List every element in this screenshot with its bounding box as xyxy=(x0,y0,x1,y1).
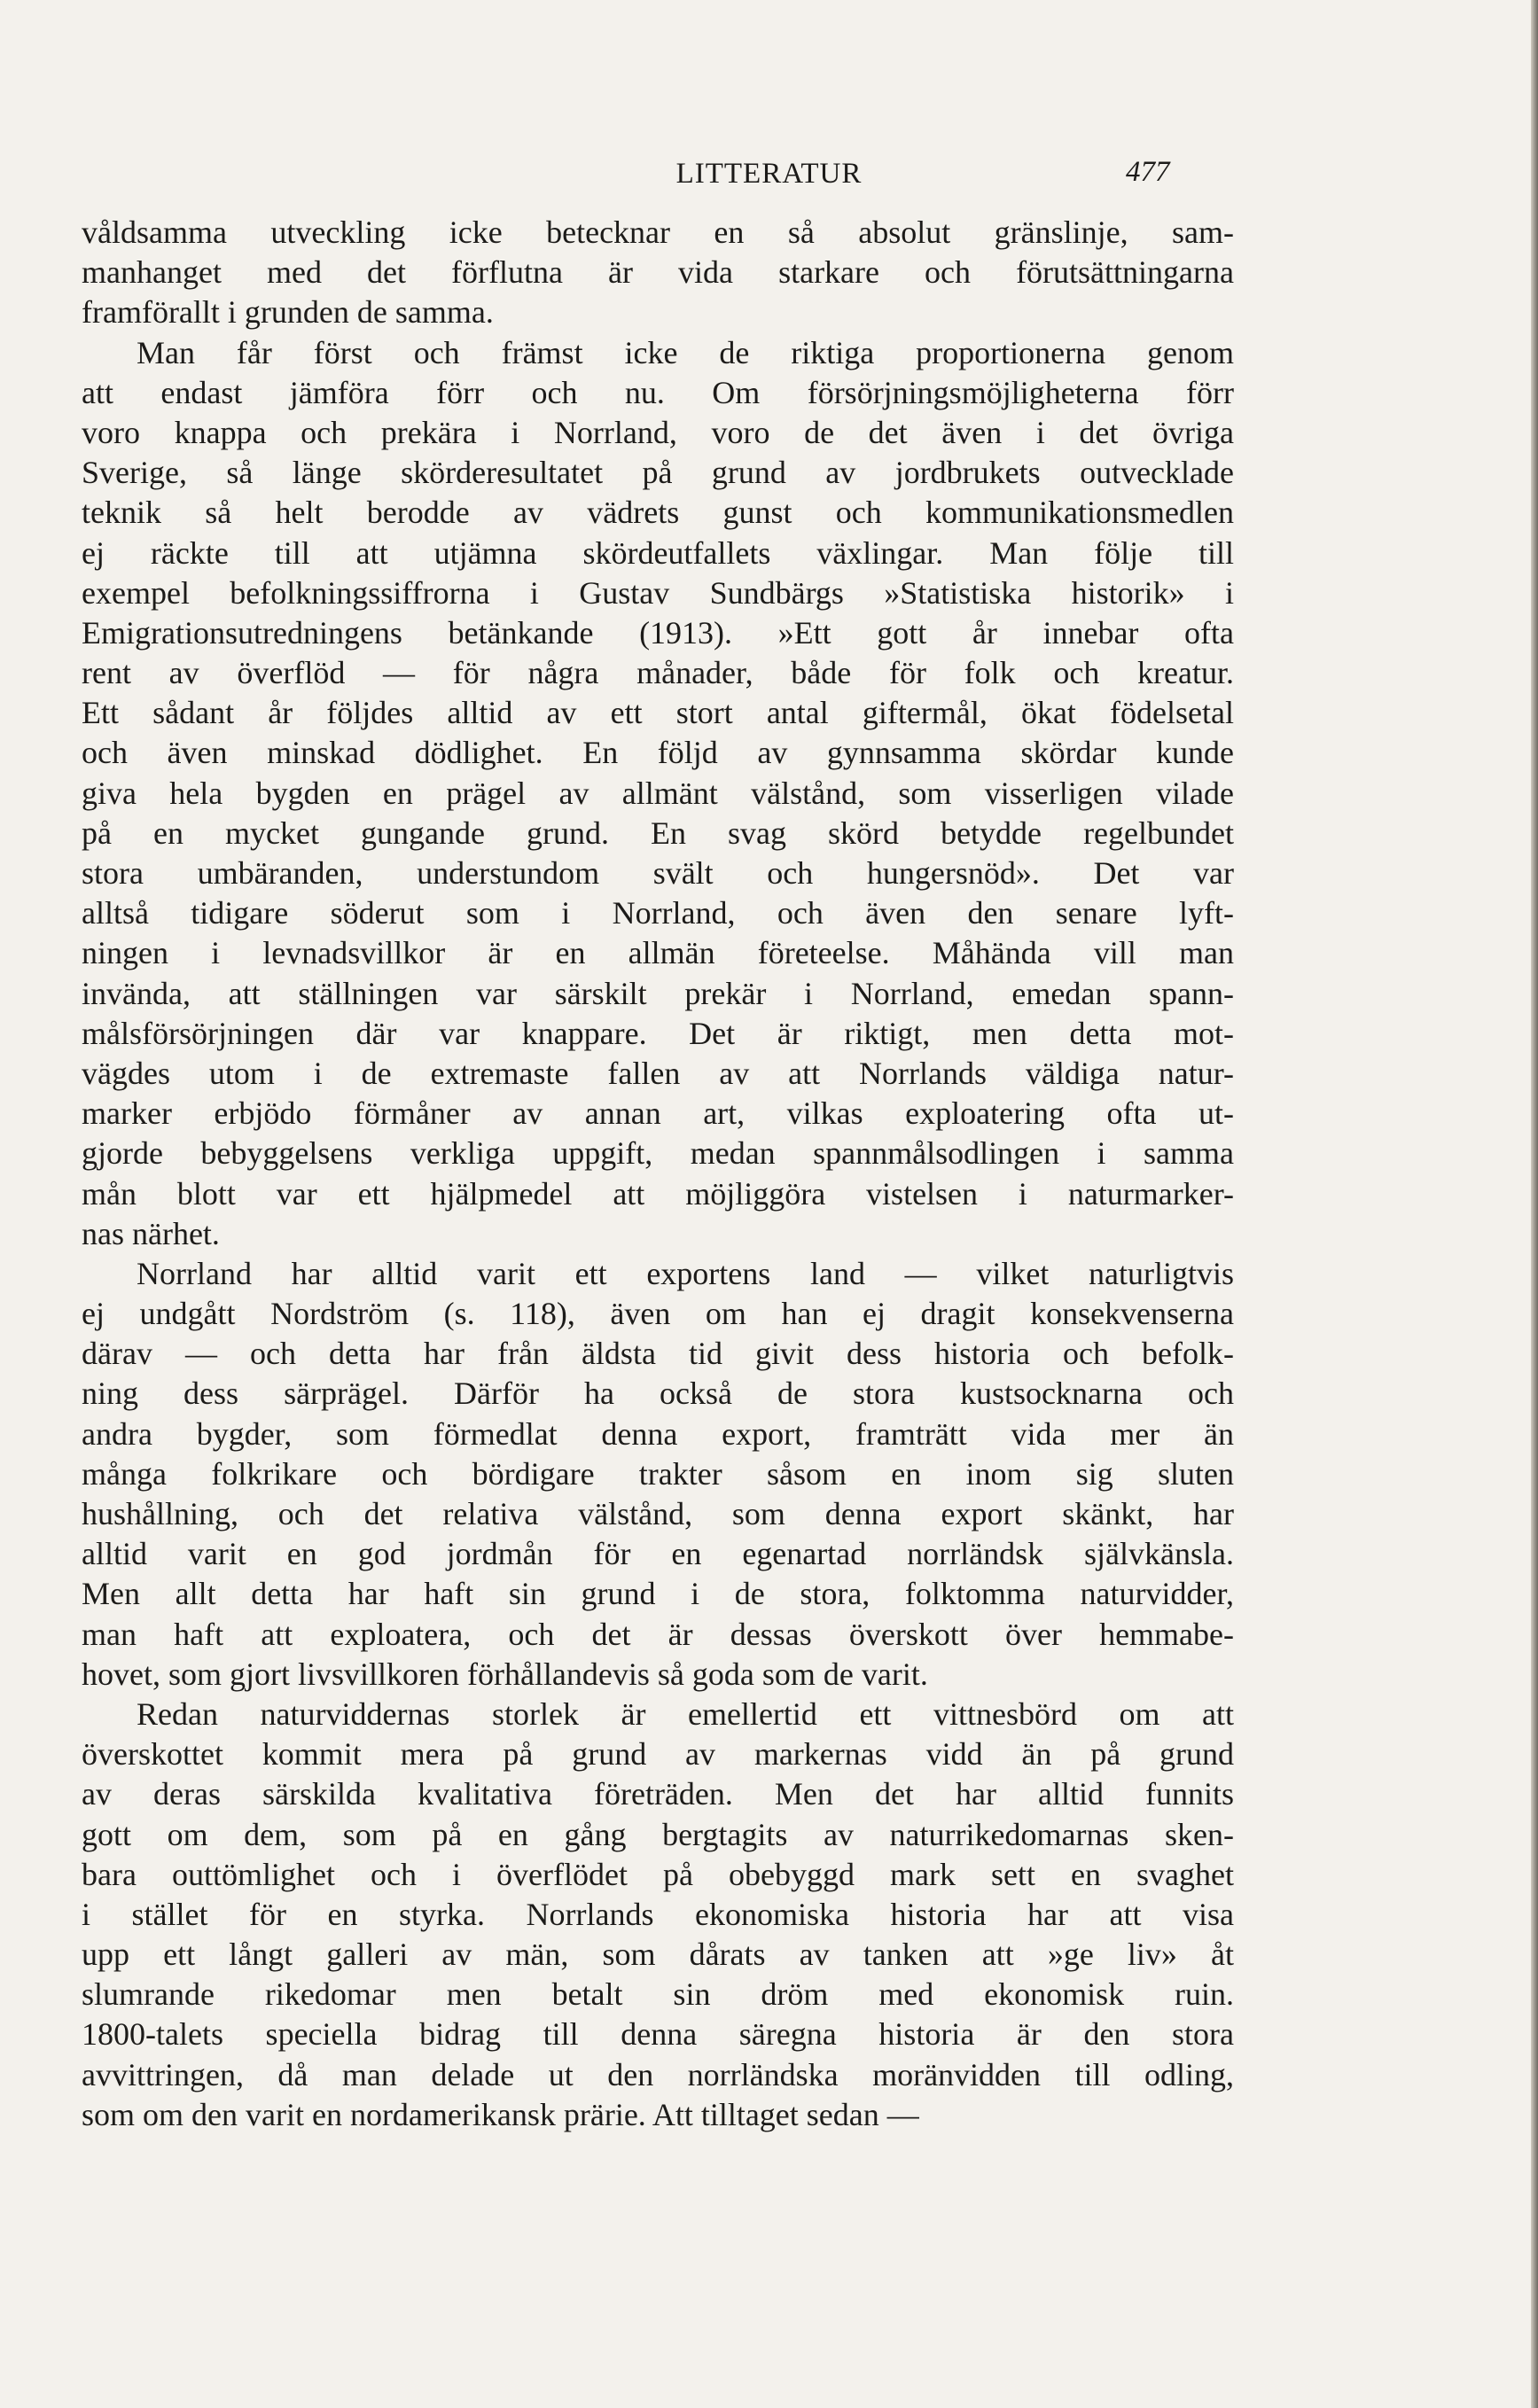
text-line: på en mycket gungande grund. En svag skörd betydde regelbundet xyxy=(82,814,1234,851)
running-header: LITTERATUR xyxy=(675,158,863,190)
text-line: Emigrationsutredningens betänkande (1913). »Ett gott år innebar ofta xyxy=(82,614,1234,651)
text-line: andra bygder, som förmedlat denna export, framträtt vida mer än xyxy=(82,1415,1234,1452)
text-line: därav — och detta har från äldsta tid givit dess historia och befolk- xyxy=(82,1336,1234,1372)
text-line: gjorde bebyggelsens verkliga uppgift, medan spannmålsodlingen i samma xyxy=(82,1135,1234,1172)
text-line: invända, att ställningen var särskilt prekär i Norrland, emedan spann- xyxy=(82,975,1234,1011)
text-line: Sverige, så länge skörderesultatet på grund av jordbrukets outvecklade xyxy=(82,455,1234,491)
text-line: att endast jämföra förr och nu. Om försörjningsmöjligheterna förr xyxy=(82,374,1234,410)
text-line: många folkrikare och bördigare trakter såsom en inom sig sluten xyxy=(82,1455,1234,1492)
text-line: Man får först och främst icke de riktiga proportionerna genom xyxy=(137,334,1234,370)
text-line: vägdes utom i de extremaste fallen av att Norrlands väldiga natur- xyxy=(82,1055,1234,1091)
text-line: slumrande rikedomar men betalt sin dröm med ekonomisk ruin. xyxy=(82,1976,1234,2013)
body-text xyxy=(82,213,1234,2135)
text-line: ningen i levnadsvillkor är en allmän företeelse. Måhända vill man xyxy=(82,935,1234,971)
text-line: upp ett långt galleri av män, som dårats av tanken att »ge liv» åt xyxy=(82,1937,1234,1973)
text-line: avvittringen, då man delade ut den norrländska moränvidden till odling, xyxy=(82,2056,1234,2092)
text-line: alltid varit en god jordmån för en egenartad norrländsk självkänsla. xyxy=(82,1536,1234,1572)
text-line: teknik så helt berodde av vädrets gunst och kommunikationsmedlen xyxy=(82,495,1234,531)
text-line: hushållning, och det relativa välstånd, som denna export skänkt, har xyxy=(82,1496,1234,1531)
text-line: målsförsörjningen där var knappare. Det är riktigt, men detta mot- xyxy=(82,1015,1234,1051)
text-line: alltså tidigare söderut som i Norrland, och även den senare lyft- xyxy=(82,895,1234,931)
text-line: framförallt i grunden de samma. xyxy=(82,294,494,331)
text-line: Norrland har alltid varit ett exportens land — vilket naturligtvis xyxy=(137,1255,1234,1291)
text-line: och även minskad dödlighet. En följd av gynnsamma skördar kunde xyxy=(82,735,1234,771)
text-line: exempel befolkningssiffrorna i Gustav Sundbärgs »Statistiska historik» i xyxy=(82,574,1234,611)
text-line: ej undgått Nordström (s. 118), även om han ej dragit konsekvenserna xyxy=(82,1296,1234,1332)
text-line: man haft att exploatera, och det är dessas överskott över hemmabe- xyxy=(82,1616,1234,1652)
text-line: rent av överflöd — för några månader, både för folk och kreatur. xyxy=(82,655,1234,691)
text-line: stora umbäranden, understundom svält och hungersnöd». Det var xyxy=(82,855,1234,891)
text-line: i stället för en styrka. Norrlands ekonomiska historia har att visa xyxy=(82,1896,1234,1932)
text-line: bara outtömlighet och i överflödet på obebyggd mark sett en svaghet xyxy=(82,1856,1234,1892)
text-line: som om den varit en nordamerikansk prärie. Att tilltaget sedan — xyxy=(82,2096,919,2132)
text-line: Redan naturviddernas storlek är emellertid ett vittnesbörd om att xyxy=(137,1695,1234,1732)
text-line: ej räckte till att utjämna skördeutfallets växlingar. Man följe till xyxy=(82,534,1234,571)
text-line: voro knappa och prekära i Norrland, voro de det även i det övriga xyxy=(82,414,1234,450)
text-line: överskottet kommit mera på grund av markernas vidd än på grund xyxy=(82,1736,1234,1773)
text-line: gott om dem, som på en gång bergtagits av naturrikedomarnas sken- xyxy=(82,1816,1234,1852)
text-line: ning dess särprägel. Därför ha också de stora kustsocknarna och xyxy=(82,1375,1234,1412)
text-line: marker erbjödo förmåner av annan art, vilkas exploatering ofta ut- xyxy=(82,1095,1234,1132)
text-line: Men allt detta har haft sin grund i de stora, folktomma naturvidder, xyxy=(82,1576,1234,1612)
text-line: manhanget med det förflutna är vida starkare och förutsättningarna xyxy=(82,254,1234,291)
page-edge-shadow xyxy=(1531,0,1538,2408)
text-line: av deras särskilda kvalitativa företräden. Men det har alltid funnits xyxy=(82,1776,1234,1812)
text-line: våldsamma utveckling icke betecknar en så absolut gränslinje, sam- xyxy=(82,214,1234,250)
text-line: Ett sådant år följdes alltid av ett stort antal giftermål, ökat födelsetal xyxy=(82,695,1234,731)
page-number: 477 xyxy=(1126,156,1170,188)
text-line: hovet, som gjort livsvillkoren förhållandevis så goda som de varit. xyxy=(82,1656,928,1692)
text-line: nas närhet. xyxy=(82,1215,220,1251)
text-line: 1800-talets speciella bidrag till denna säregna historia är den stora xyxy=(82,2016,1234,2053)
text-line: mån blott var ett hjälpmedel att möjliggöra vistelsen i naturmarker- xyxy=(82,1175,1234,1212)
text-line: giva hela bygden en prägel av allmänt välstånd, som visserligen vilade xyxy=(82,775,1234,811)
